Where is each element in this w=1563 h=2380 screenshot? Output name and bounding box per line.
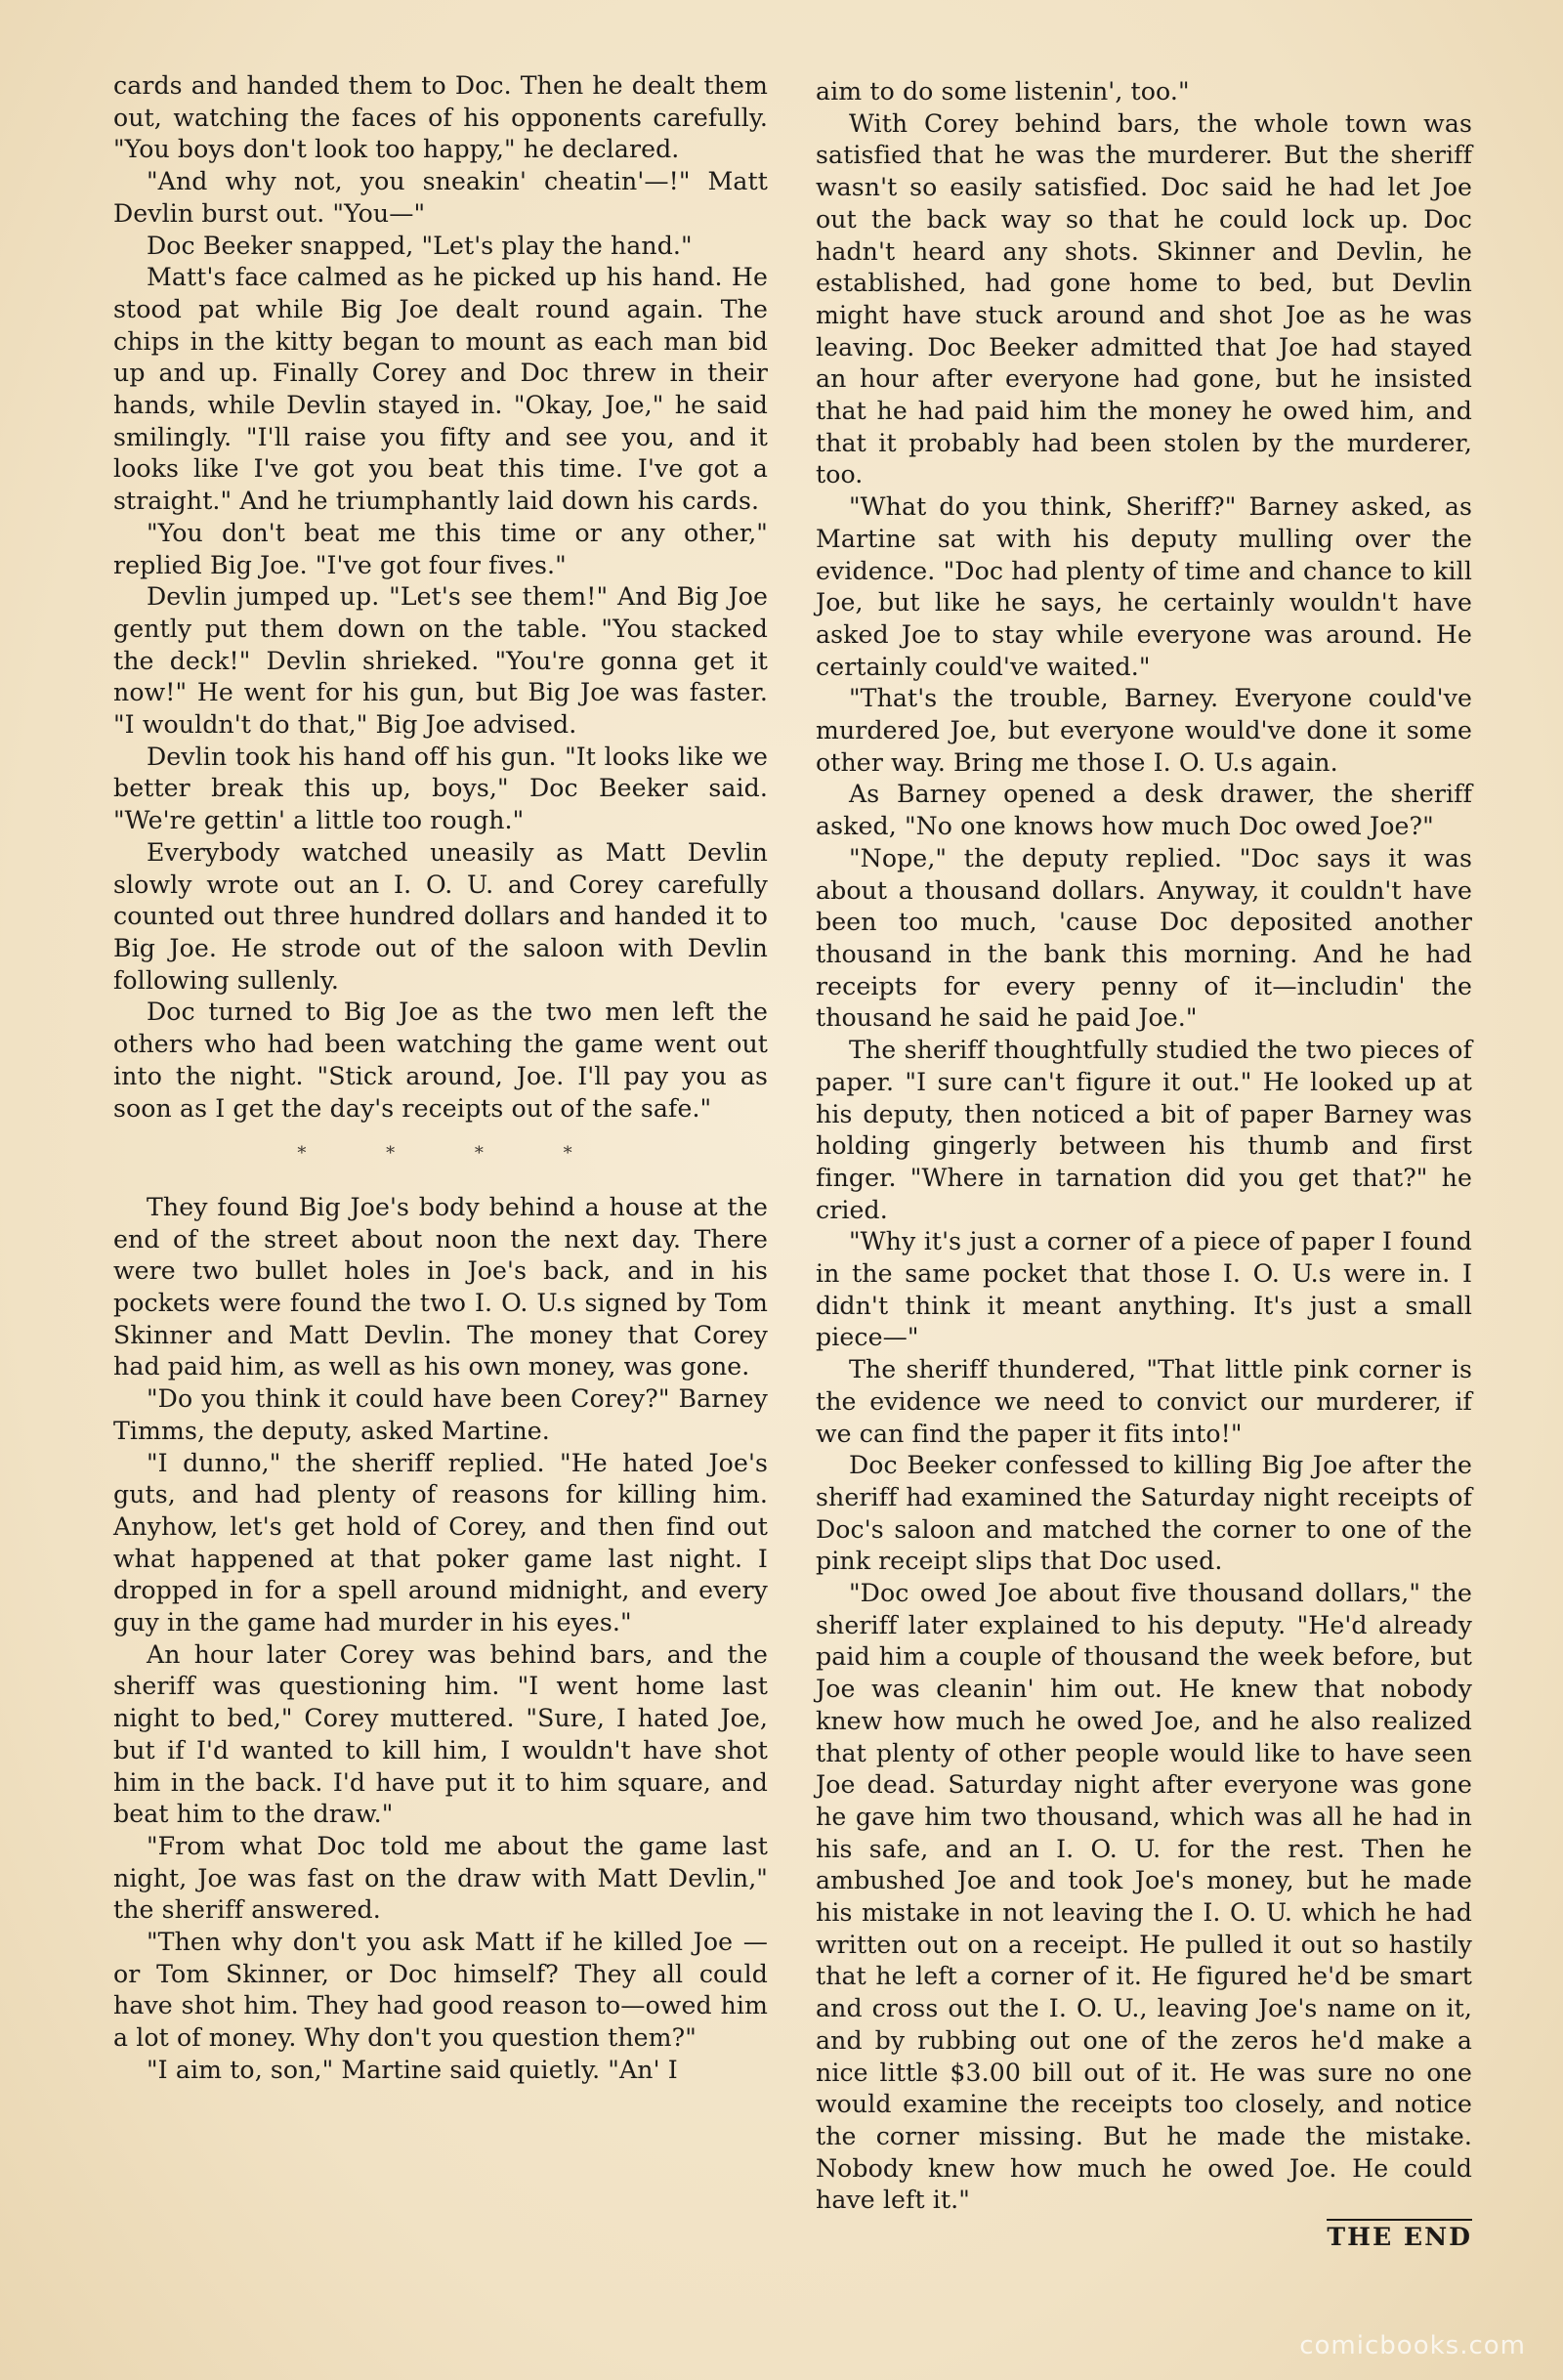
story-paragraph: aim to do some listenin', too." [816, 77, 1190, 106]
story-paragraph: Devlin jumped up. "Let's see them!" And Big Joe gently put them down on the table. "You stacked the deck!" Devlin shrieked. "You're gonna get it now!" He went for his gun, but Big Joe was faster. "I wouldn't do that," Big Joe advised. [113, 582, 768, 740]
story-paragraph: cards and handed them to Doc. Then he dealt them out, watching the faces of his opponents carefully. "You boys don't look too happy," he declared. [113, 71, 768, 164]
story-paragraph: "And why not, you sneakin' cheatin'—!" Matt Devlin burst out. "You—" [113, 167, 768, 228]
the-end-label [816, 2221, 1472, 2253]
the-end-text: THE END [1327, 2219, 1472, 2251]
story-paragraph: Doc Beeker snapped, "Let's play the hand." [147, 231, 693, 260]
story-paragraph: "That's the trouble, Barney. Everyone could've murdered Joe, but everyone would've done it some other way. Bring me those I. O. U.s again. [816, 684, 1472, 777]
story-paragraph: With Corey behind bars, the whole town was satisfied that he was the murderer. But the sheriff wasn't so easily satisfied. Doc said he had let Joe out the back way so that he could lock up. Doc hadn't heard any shots. Skinner and Devlin, he established, had gone home to bed, but Devlin might have stuck around and shot Joe as he was leaving. Doc Beeker admitted that Joe had stayed an hour after everyone had gone, but he insisted that he had paid him the money he owed him, and that it probably had been stolen by the murderer, too. [816, 108, 1472, 489]
story-paragraph: "You don't beat me this time or any other," replied Big Joe. "I've got four fives." [113, 518, 768, 579]
story-paragraph: Matt's face calmed as he picked up his hand. He stood pat while Big Joe dealt round again. The chips in the kitty began to mount as each man bid up and up. Finally Corey and Doc threw in their hands, while Devlin stayed in. "Okay, Joe," he said smilingly. "I'll raise you fifty and see you, and it looks like I've got you beat this time. I've got a straight." And he triumphantly laid down his cards. [113, 263, 768, 516]
story-paragraph: "Doc owed Joe about five thousand dollars," the sheriff later explained to his deputy. "He'd already paid him a couple of thousand the week before, but Joe was cleanin' him out. He knew that nobody knew how much he owed Joe, and he also realized that plenty of other people would like to have seen Joe dead. Saturday night after everyone was gone he gave him two thousand, which was all he had in his safe, and an I. O. U. for the rest. Then he ambushed Joe and took Joe's money, but he made his mistake in not leaving the I. O. U. which he had written out on a receipt. He pulled it out so hastily that he left a corner of it. He figured he'd be smart and cross out the I. O. U., leaving Joe's name on it, and by rubbing out one of the zeros he'd make a nice little $3.00 bill out of it. He was sure no one would examine the receipts too closely, and notice the corner missing. But he made the mistake. Nobody knew how much he owed Joe. He could have left it." [816, 1579, 1472, 2215]
story-paragraph: "What do you think, Sheriff?" Barney asked, as Martine sat with his deputy mulling over the evidence. "Doc had plenty of time and chance to kill Joe, but like he says, he certainly wouldn't have asked Joe to stay while everyone was around. He certainly could've waited." [816, 492, 1472, 681]
story-paragraph: "I aim to, son," Martine said quietly. "An' I [147, 2055, 678, 2084]
story-paragraph: "From what Doc told me about the game last night, Joe was fast on the draw with Matt Devlin," the sheriff answered. [113, 1831, 768, 1925]
story-paragraph: "Do you think it could have been Corey?" Barney Timms, the deputy, asked Martine. [113, 1384, 768, 1445]
site-watermark: comicbooks.com [1299, 2331, 1526, 2360]
story-paragraph: Everybody watched uneasily as Matt Devlin slowly wrote out an I. O. U. and Corey carefully counted out three hundred dollars and handed it to Big Joe. He strode out of the saloon with Devlin following sullenly. [113, 837, 768, 995]
story-paragraph: "Then why don't you ask Matt if he killed Joe —or Tom Skinner, or Doc himself? They all could have shot him. They had good reason to—owed him a lot of money. Why don't you question them?" [113, 1928, 768, 2053]
story-paragraph: They found Big Joe's body behind a house at the end of the street about noon the next day. There were two bullet holes in Joe's back, and in his pockets were found the two I. O. U.s signed by Tom Skinner and Matt Devlin. The money that Corey had paid him, as well as his own money, was gone. [113, 1192, 768, 1381]
story-paragraph: Devlin took his hand off his gun. "It looks like we better break this up, boys," Doc Beeker said. "We're gettin' a little too rough." [113, 742, 768, 835]
story-paragraph: An hour later Corey was behind bars, and the sheriff was questioning him. "I went home last night to bed," Corey muttered. "Sure, I hated Joe, but if I'd wanted to kill him, I wouldn't have shot him in the back. I'd have put it to him square, and beat him to the draw." [113, 1639, 768, 1829]
left-column [113, 70, 768, 2087]
right-column [816, 76, 1472, 2253]
story-paragraph: The sheriff thundered, "That little pink corner is the evidence we need to convict our murderer, if we can find the paper it fits into!" [816, 1355, 1472, 1448]
story-paragraph: The sheriff thoughtfully studied the two pieces of paper. "I sure can't figure it out." He looked up at his deputy, then noticed a bit of paper Barney was holding gingerly between his thumb and first finger. "Where in tarnation did you get that?" he cried. [816, 1036, 1472, 1224]
story-paragraph: As Barney opened a desk drawer, the sheriff asked, "No one knows how much Doc owed Joe?" [816, 780, 1472, 841]
story-paragraph: Doc Beeker confessed to killing Big Joe after the sheriff had examined the Saturday night receipts of Doc's saloon and matched the corner to one of the pink receipt slips that Doc used. [816, 1451, 1472, 1576]
section-separator: * * * * [297, 1143, 610, 1165]
story-paragraph: Doc turned to Big Joe as the two men left the others who had been watching the game went out into the night. "Stick around, Joe. I'll pay you as soon as I get the day's receipts out of the safe." [113, 998, 768, 1123]
story-paragraph: "Why it's just a corner of a piece of paper I found in the same pocket that those I. O. U.s were in. I didn't think it meant anything. It's just a small piece—" [816, 1227, 1472, 1352]
story-paragraph: "Nope," the deputy replied. "Doc says it was about a thousand dollars. Anyway, it couldn't have been too much, 'cause Doc deposited another thousand in the bank this morning. And he had receipts for every penny of it—includin' the thousand he said he paid Joe." [816, 843, 1472, 1033]
story-paragraph: "I dunno," the sheriff replied. "He hated Joe's guts, and had plenty of reasons for killing him. Anyhow, let's get hold of Corey, and then find out what happened at that poker game last night. I dropped in for a spell around midnight, and every guy in the game had murder in his eyes." [113, 1448, 768, 1637]
